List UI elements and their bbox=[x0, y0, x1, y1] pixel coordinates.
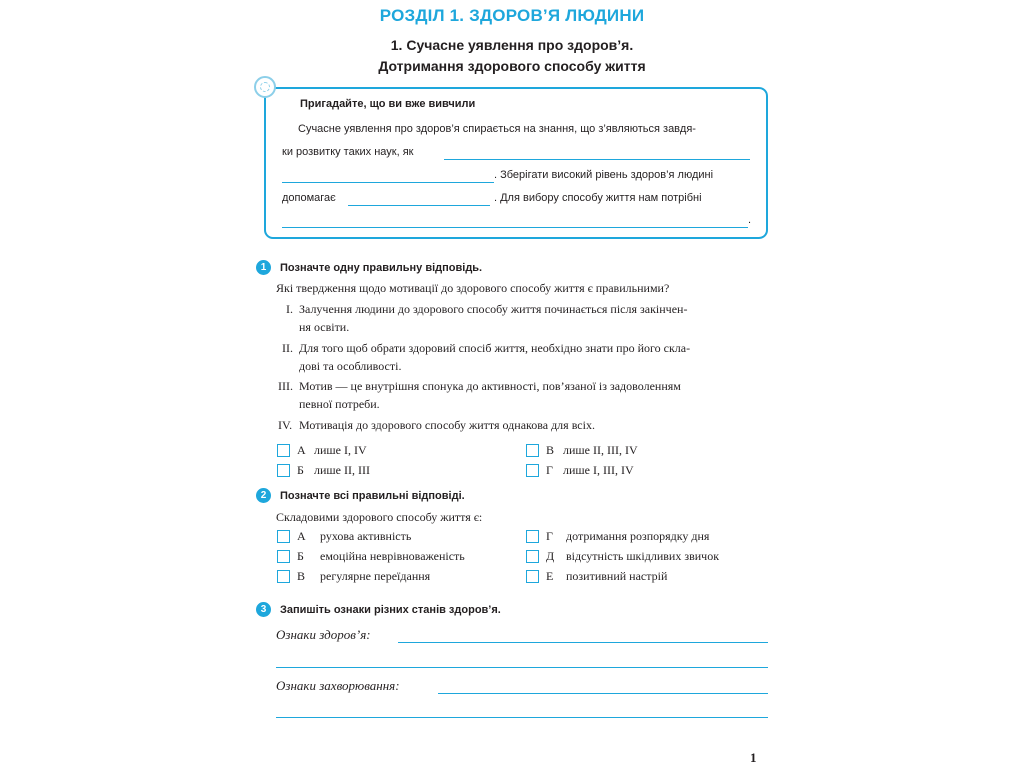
task1-checkbox-b[interactable] bbox=[277, 464, 290, 477]
recall-line4-start: допомагає bbox=[282, 192, 336, 204]
task1-checkbox-v[interactable] bbox=[526, 444, 539, 457]
task2-option-d-letter: Д bbox=[546, 549, 555, 563]
task1-option-a-text: лише I, IV bbox=[314, 443, 367, 457]
task2-checkbox-h[interactable] bbox=[526, 530, 539, 543]
health-signs-line2[interactable] bbox=[276, 667, 768, 668]
task2-option-b-text: емоційна неврівноваженість bbox=[320, 549, 465, 563]
task2-option-v-text: регулярне переїдання bbox=[320, 569, 431, 583]
task3-number-badge: 3 bbox=[256, 602, 271, 617]
task2-checkbox-v[interactable] bbox=[277, 570, 290, 583]
brain-icon bbox=[254, 76, 276, 98]
statement4-line1: Мотивація до здорового способу життя однакова для всіх. bbox=[299, 418, 595, 432]
statement2-line1: Для того щоб обрати здоровий спосіб життя, необхідно знати про його скла- bbox=[299, 341, 691, 355]
recall-line4-end: . Для вибору способу життя нам потрібні bbox=[494, 192, 702, 204]
task2-question: Складовими здорового способу життя є: bbox=[276, 510, 483, 524]
statement3-line2: певної потреби. bbox=[299, 397, 380, 411]
task1-question: Які твердження щодо мотивації до здорового способу життя є правильними? bbox=[276, 281, 670, 295]
statement1-line2: ня освіти. bbox=[299, 320, 350, 334]
lesson-title-line2: Дотримання здорового способу життя bbox=[378, 58, 646, 74]
health-signs-line1[interactable] bbox=[398, 642, 768, 643]
statement2-numeral: II. bbox=[282, 341, 293, 355]
task2-option-a-letter: А bbox=[297, 529, 306, 543]
task1-checkbox-a[interactable] bbox=[277, 444, 290, 457]
task1-number-badge: 1 bbox=[256, 260, 271, 275]
task2-checkbox-e[interactable] bbox=[526, 570, 539, 583]
task2-option-a-text: рухова активність bbox=[320, 529, 412, 543]
statement2-line2: дові та особливості. bbox=[299, 359, 402, 373]
task2-checkbox-a[interactable] bbox=[277, 530, 290, 543]
task2-option-d-text: відсутність шкідливих звичок bbox=[566, 549, 720, 563]
task1-option-v-letter: В bbox=[546, 443, 555, 457]
task1-heading: Позначте одну правильну відповідь. bbox=[280, 262, 483, 274]
task1-option-b-text: лише II, III bbox=[314, 463, 370, 477]
task1-option-a-letter: А bbox=[297, 443, 306, 457]
task2-number-badge: 2 bbox=[256, 488, 271, 503]
task2-option-h-letter: Г bbox=[546, 529, 553, 543]
recall-line3: . Зберігати високий рівень здоров’я людині bbox=[494, 169, 714, 181]
statement3-line1: Мотив — це внутрішня спонука до активності, пов’язаної із задоволенням bbox=[299, 379, 681, 393]
statement4-numeral: IV. bbox=[278, 418, 293, 432]
task2-checkbox-d[interactable] bbox=[526, 550, 539, 563]
illness-signs-line1[interactable] bbox=[438, 693, 768, 694]
task2-option-e-letter: Е bbox=[546, 569, 554, 583]
page-number: 1 bbox=[750, 750, 757, 765]
lesson-title-line1: 1. Сучасне уявлення про здоров’я. bbox=[390, 37, 634, 53]
task1-option-h-letter: Г bbox=[546, 463, 553, 477]
task1-option-v-text: лише II, III, IV bbox=[563, 443, 638, 457]
recall-blank-sciences-cont[interactable] bbox=[282, 182, 494, 183]
health-signs-label: Ознаки здоров’я: bbox=[276, 627, 371, 642]
task3-heading: Запишіть ознаки різних станів здоров’я. bbox=[280, 604, 501, 616]
task1-option-h-text: лише I, III, IV bbox=[563, 463, 634, 477]
illness-signs-label: Ознаки захворювання: bbox=[276, 678, 400, 693]
illness-signs-line2[interactable] bbox=[276, 717, 768, 718]
task2-option-e-text: позитивний настрій bbox=[566, 569, 668, 583]
recall-line1: Сучасне уявлення про здоров’я спирається на знання, що з’являються завдя- bbox=[298, 123, 696, 135]
recall-line2: ки розвитку таких наук, як bbox=[282, 146, 414, 158]
statement1-numeral: I. bbox=[286, 302, 293, 316]
task2-option-h-text: дотримання розпорядку дня bbox=[566, 529, 710, 543]
recall-blank-lifestyle[interactable] bbox=[282, 227, 748, 228]
section-title: РОЗДІЛ 1. ЗДОРОВ’Я ЛЮДИНИ bbox=[379, 6, 645, 25]
recall-line5-end: . bbox=[748, 214, 752, 226]
statement1-line1: Залучення людини до здорового способу життя починається після закінчен- bbox=[299, 302, 688, 316]
recall-blank-helps[interactable] bbox=[348, 205, 490, 206]
task1-checkbox-h[interactable] bbox=[526, 464, 539, 477]
statement3-numeral: III. bbox=[278, 379, 293, 393]
task2-heading: Позначте всі правильні відповіді. bbox=[280, 490, 465, 502]
task2-option-v-letter: В bbox=[297, 569, 306, 583]
task1-option-b-letter: Б bbox=[297, 463, 304, 477]
recall-heading: Пригадайте, що ви вже вивчили bbox=[300, 98, 476, 110]
task2-checkbox-b[interactable] bbox=[277, 550, 290, 563]
task2-option-b-letter: Б bbox=[297, 549, 304, 563]
recall-blank-sciences[interactable] bbox=[444, 159, 750, 160]
